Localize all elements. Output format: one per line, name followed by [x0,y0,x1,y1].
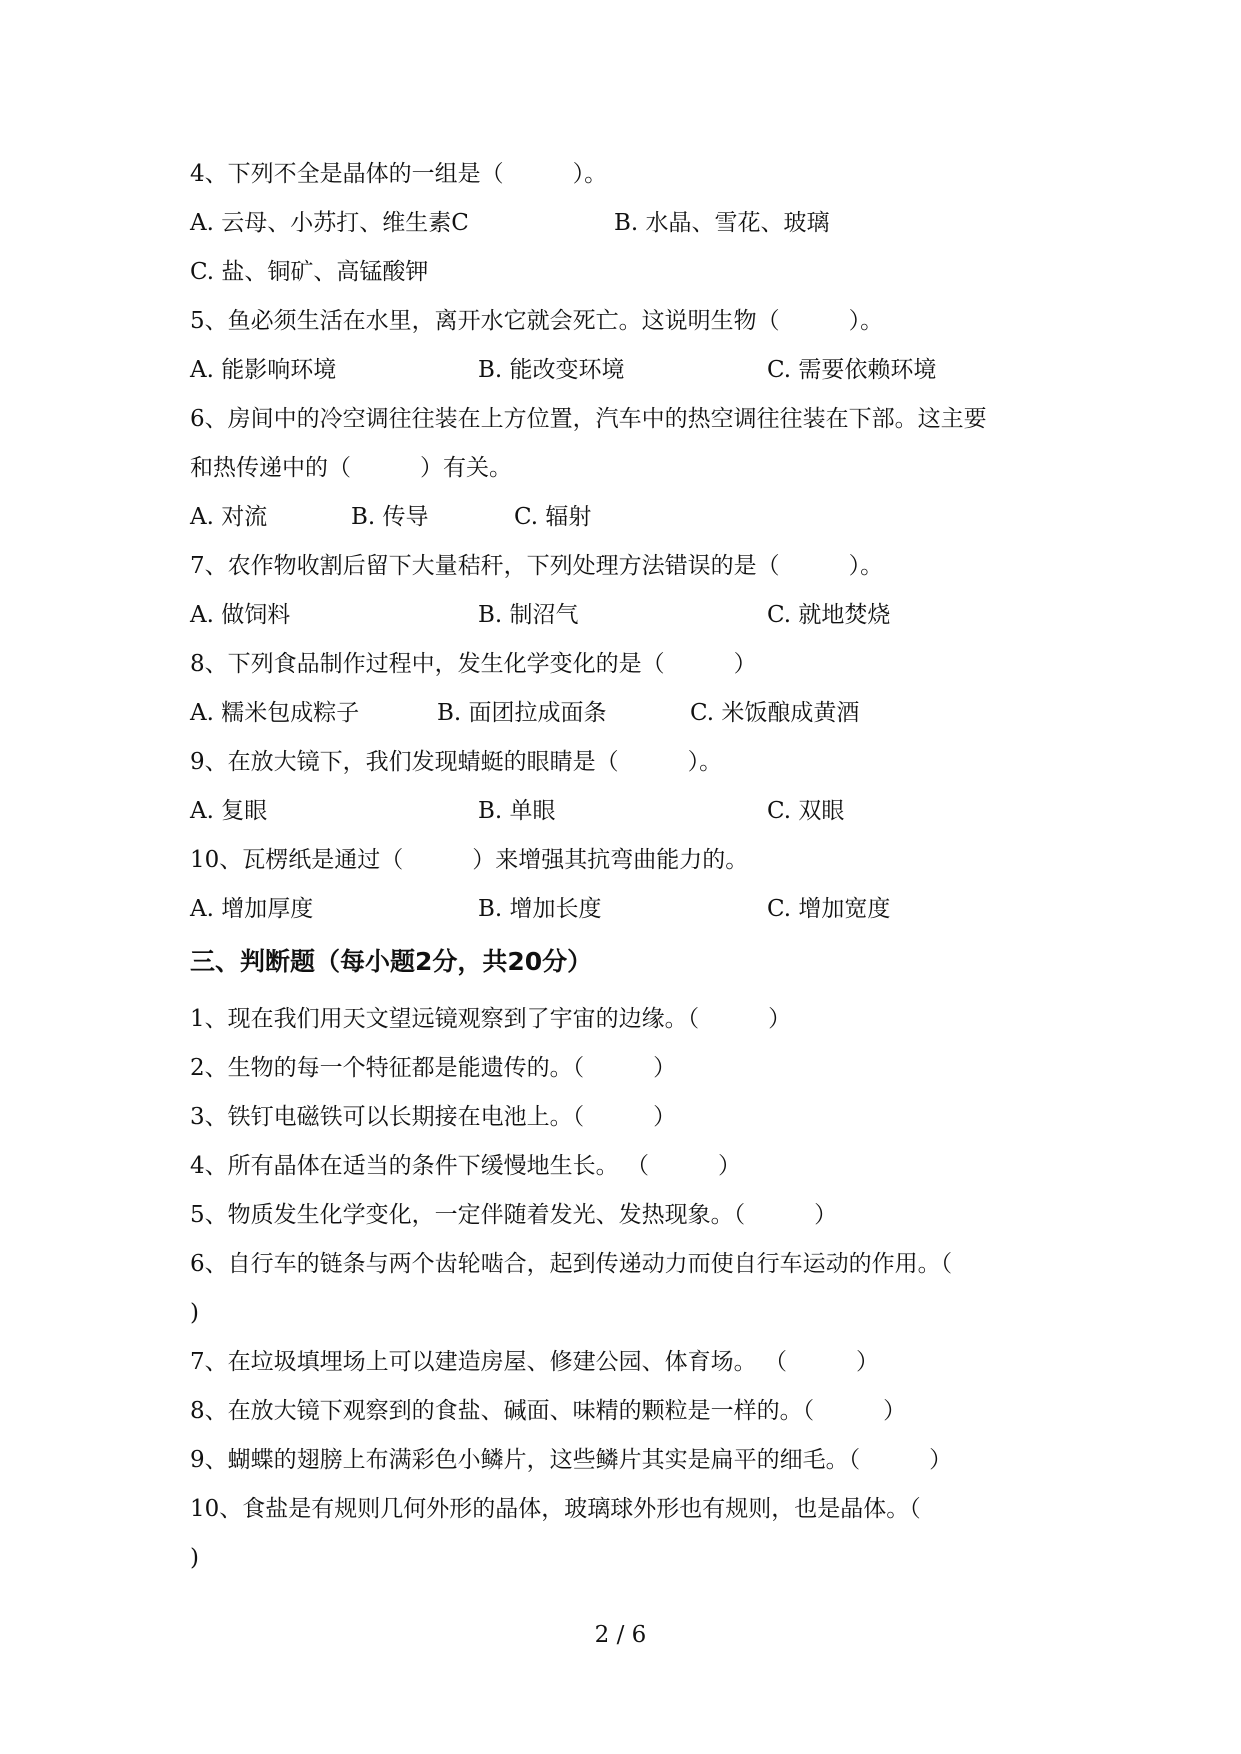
tf-question-1: 1、现在我们用天文望远镜观察到了宇宙的边缘。（ ） [190,1006,792,1032]
question-4-option-c: C. 盐、铜矿、高锰酸钾 [190,259,429,285]
question-9-option-c: C. 双眼 [767,798,845,824]
question-7: 7、农作物收割后留下大量秸秆，下列处理方法错误的是（ ）。 [190,553,884,579]
question-9: 9、在放大镜下，我们发现蜻蜓的眼睛是（ ）。 [190,749,723,775]
tf-question-10: 10、食盐是有规则几何外形的晶体，玻璃球外形也有规则，也是晶体。（ [190,1496,921,1522]
question-6-option-b: B. 传导 [351,504,429,530]
question-6: 6、房间中的冷空调往往装在上方位置，汽车中的热空调往往装在下部。这主要 [190,406,987,432]
question-4-option-a: A. 云母、小苏打、维生素C [190,210,469,236]
question-10: 10、瓦楞纸是通过（ ）来增强其抗弯曲能力的。 [190,847,749,873]
question-9-option-b: B. 单眼 [478,798,556,824]
tf-question-6: 6、自行车的链条与两个齿轮啮合，起到传递动力而使自行车运动的作用。（ [190,1251,953,1277]
question-6-option-c: C. 辐射 [514,504,592,530]
question-5-option-a: A. 能影响环境 [190,357,337,383]
tf-question-4: 4、所有晶体在适当的条件下缓慢地生长。 （ ） [190,1153,741,1179]
question-6-continued: 和热传递中的（ ）有关。 [190,455,512,481]
question-7-option-a: A. 做饲料 [190,602,291,628]
question-7-option-c: C. 就地焚烧 [767,602,891,628]
tf-question-2: 2、生物的每一个特征都是能遗传的。（ ） [190,1055,677,1081]
tf-question-9: 9、蝴蝶的翅膀上布满彩色小鳞片，这些鳞片其实是扁平的细毛。（ ） [190,1447,953,1473]
question-9-option-a: A. 复眼 [190,798,268,824]
tf-question-5: 5、物质发生化学变化，一定伴随着发光、发热现象。（ ） [190,1202,838,1228]
question-7-option-b: B. 制沼气 [478,602,579,628]
section-3-title: 三、判断题（每小题2分，共20分） [190,947,593,976]
page-number: 2 / 6 [594,1622,647,1648]
question-8-option-b: B. 面团拉成面条 [437,700,607,726]
tf-question-7: 7、在垃圾填埋场上可以建造房屋、修建公园、体育场。 （ ） [190,1349,879,1375]
question-4-option-b: B. 水晶、雪花、玻璃 [614,210,830,236]
question-5: 5、鱼必须生活在水里，离开水它就会死亡。这说明生物（ ）。 [190,308,884,334]
question-4: 4、下列不全是晶体的一组是（ ）。 [190,161,608,187]
question-10-option-a: A. 增加厚度 [190,896,314,922]
tf-question-6-paren: ) [190,1300,199,1326]
tf-question-3: 3、铁钉电磁铁可以长期接在电池上。（ ） [190,1104,677,1130]
question-5-option-c: C. 需要依赖环境 [767,357,937,383]
tf-question-10-paren: ) [190,1545,199,1571]
question-8: 8、下列食品制作过程中，发生化学变化的是（ ） [190,651,757,677]
question-5-option-b: B. 能改变环境 [478,357,625,383]
tf-question-8: 8、在放大镜下观察到的食盐、碱面、味精的颗粒是一样的。（ ） [190,1398,907,1424]
question-10-option-c: C. 增加宽度 [767,896,891,922]
question-8-option-a: A. 糯米包成粽子 [190,700,360,726]
question-6-option-a: A. 对流 [190,504,268,530]
question-10-option-b: B. 增加长度 [478,896,602,922]
question-8-option-c: C. 米饭酿成黄酒 [690,700,860,726]
